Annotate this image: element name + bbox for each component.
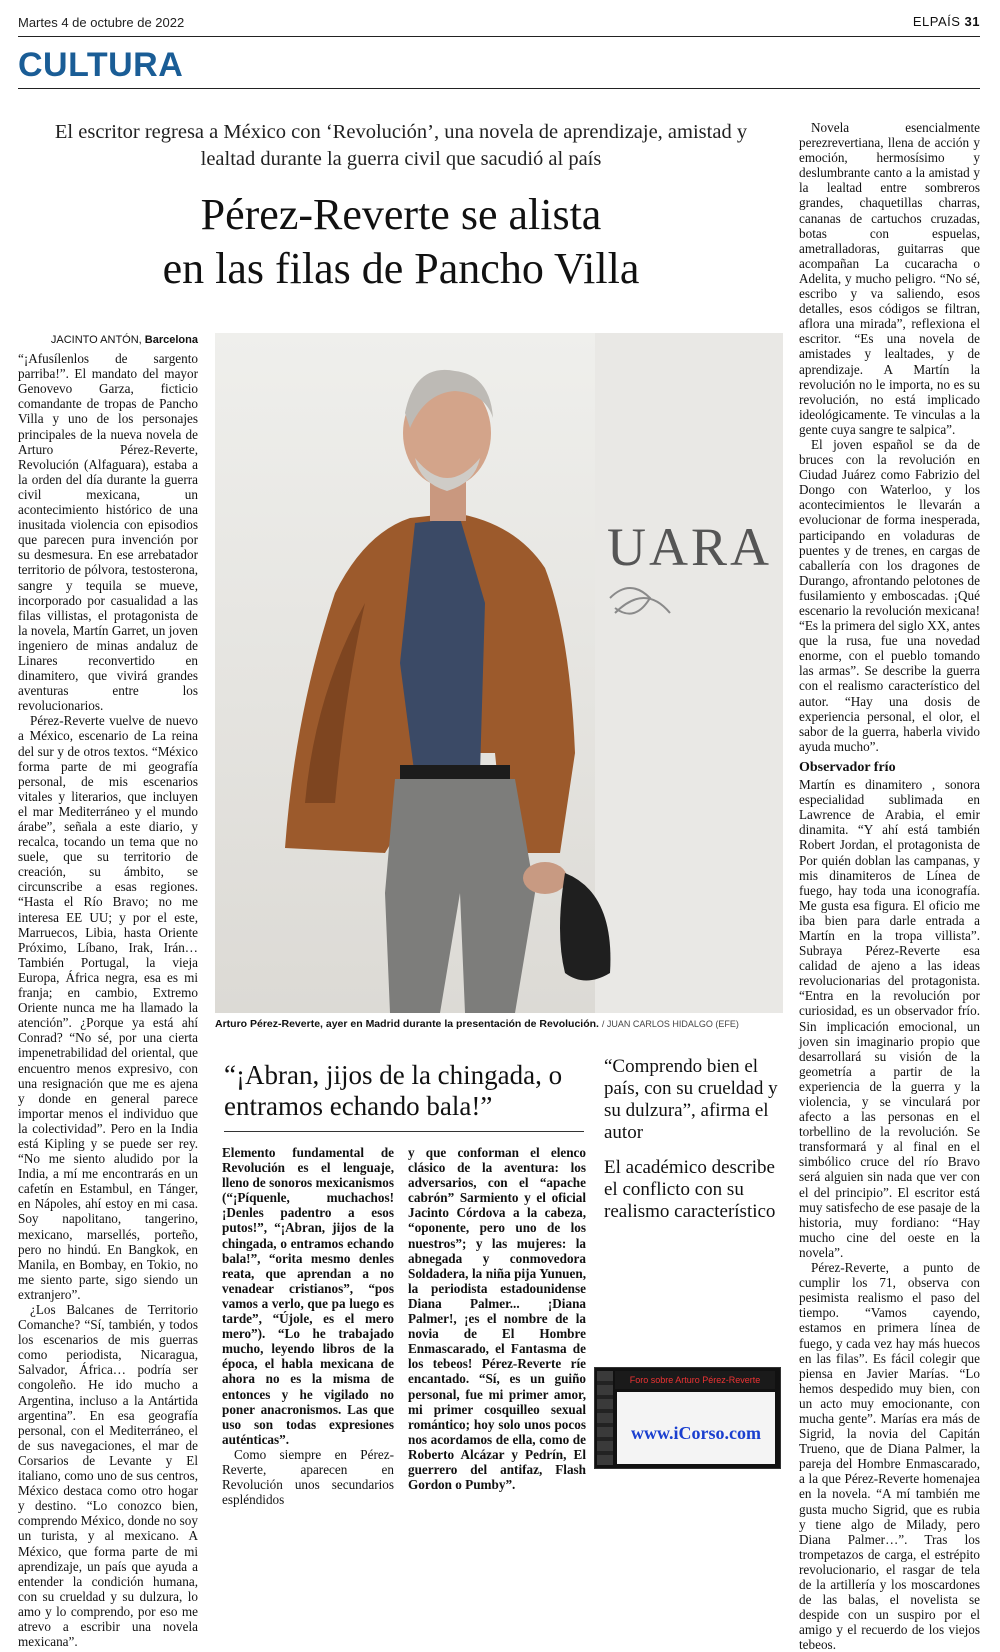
paragraph: y que conforman el elenco clásico de la aventura: los adversarios, con el “apache cabrón” Sarmiento y el oficial Jacinto Córdova a la cabeza, “oponente, pero uno de los nuestros”; y las mujeres: la abnegada y conmovedora Soldadera, la niña pija Yunuen, la periodista estadounidense Diana Palmer... ¡Diana Palmer!, ¡es el nombre de la novia de El Hombre Enmascarado, el Fantasma de los tebeos! Pérez-Reverte ríe encantado. “Sí, es un guiño personal, fue mi primer amor, mi primer cosquilleo sexual romántico; hoy solo unos pocos nos acordamos de ella, como de Roberto Alcázar y Pedrín, El guerrero del antifaz, Flash Gordon o Pumby”. (408, 1145, 586, 1493)
section-title: CULTURA (18, 46, 184, 84)
paragraph: Elemento fundamental de Revolución es el lenguaje, lleno de sonoros mexicanismos (“¡Píquenle, muchachos! ¡Denles padentro a esos putos!”, “¡Abran, jijos de la chingada, o entramos echando bala!”, “orita mesmo denles reata, que aprendan a no venadear cristianos”, “pos vamos a verlo, que pa luego es tarde”, “Újole, es el mero mero”). “Lo he trabajado mucho, leyendo libros de la época, el habla mexicana de ahora no es la misma de entonces y he vigilado no poner anacronismos. Las que uso son todas expresiones auténticas”. (222, 1145, 394, 1447)
headline (40, 188, 762, 296)
paragraph: Pérez-Reverte, a punto de cumplir los 71, observa con pesimista realismo el paso del tiempo. “Vamos cayendo, estamos en primera línea de fuego, y cada vez hay más huecos en las filas”. Es fácil colegir que piensa en Javier Marías. “Lo hemos despedido muy bien, con un acto muy emocionante, con mucha gente”. Marías era más de Sigrid, la novia del Capitán Trueno, que de Diana Palmer, la pareja del Hombre Enmascarado, a la que Pérez-Reverte homenajea en la novela. “A mí también me gusta mucho Sigrid, que es rubia y tiene algo de Milady, pero Diana Palmer…”. Tras los trompetazos de carga, el estrépito revolucionario, el rasgar de tela de la artillería y los moscardones de las balas, el novelista se despide con un suspiro por el amigo y el recuerdo de los viejos tebeos. (799, 1260, 980, 1652)
headline-line-1: Pérez-Reverte se alista (200, 190, 602, 239)
paragraph: Martín es dinamitero , sonora especialidad sublimada en Lawrence de Arabia, el emir dinamita. “Y ahí está también Robert Jordan, el protagonista de Por quién doblan las campanas, y mis dinamiteros de Línea de fuego, hay toda una iconografía. Me gusta esa figura. El oficio me iba bien para darle entrada a Martín en la tropa villista”. Subraya Pérez-Reverte esa calidad de ajeno a las ideas revolucionarias del protagonista. “Entra en la revolución por curiosidad, es un observador frío. Sin implicación emocional, un joven sin imaginario propio que desarrollará su visión de la geometría a partir de la experiencia de la guerra y la violencia, y se vinculará por afecto a las personas en el torbellino de la revolución. Se transformará y al final en el simbólico cruce del río Bravo será alguien sin nada que ver con el del principio”. El escritor está muy satisfecho de ese pasaje de la historia, muy fordiano: “Hay mucho cine del oeste en la novela”. (799, 777, 980, 1260)
paragraph: ¿Los Balcanes de Territorio Comanche? “Sí, también, y todos los escenarios de mis guerras como periodista, Nicaragua, Salvador, África… podría ser congoleño. He ido mucho a Argentina, incluso a la Antártida argentina”. En esa geografía personal, con el Mediterráneo, el de sus navegaciones, el mar de Corsarios de Levante y El italiano, como uno de sus centros, México destaca como otro hogar y destino. “Lo conozco bien, comprendo México, donde no soy un turista, y al mexicano. A México, que forma parte de mi aprendizaje, un país que ayuda a entender la condición humana, con su crueldad y su dulzura, lo amo y lo comprendo, por eso me atrevo a escribir una novela mexicana”. (18, 1302, 198, 1650)
headline-line-2: en las filas de Pancho Villa (162, 244, 640, 293)
backdrop-text: UARA (607, 517, 773, 577)
section-rule (18, 88, 980, 89)
column-1 (18, 333, 198, 1649)
paper-name (913, 14, 980, 29)
caption-text: Arturo Pérez-Reverte, ayer en Madrid durante la presentación de Revolución. (215, 1018, 599, 1030)
page-number: 31 (964, 14, 980, 29)
photo-credit: / JUAN CARLOS HIDALGO (EFE) (601, 1019, 739, 1029)
paragraph: Novela esencialmente perezrevertiana, llena de acción y emoción, hermosísimo y deslumbrante canto a la amistad y la lealtad entre sombreros grandes, chaquetillas charras, cananas de cartuchos cruzadas, botas con espuelas, ametralladoras, guitarras que acompañan La cucaracha o Adelita, y mucho peligro. “No sé, escribo y va saliendo, esos detalles, esos códigos se filtran, aflora una mirada”, reflexiona el escritor. “Es una novela de amistades y lealtades, y de aprendizaje. A Martín la revolución no le importa, no es su revolución, no está implicado ideológicamente. Te vinculas a la gente cuya sangre te salpica”. (799, 120, 980, 437)
quote-rule (224, 1131, 584, 1132)
issue-date: Martes 4 de octubre de 2022 (18, 15, 185, 30)
photo-illustration (215, 333, 783, 1013)
byline (18, 333, 198, 348)
header-rule (18, 36, 980, 37)
paragraph: Pérez-Reverte vuelve de nuevo a México, escenario de La reina del sur y de otros textos. “México forma parte de mi geografía personal, de mis escenarios vitales y literarios, que incluyen el mar Mediterráneo y el mundo árabe”, señala a este diario, y recalca, tocando un tema que no suele, que su territorio de creación, su ámbito, se circunscribe a esas regiones. “Hasta el Río Bravo; no me interesa EE UU; y por el este, Marruecos, Libia, hasta Oriente Próximo, Líbano, Irak, Irán… También Portugal, la vieja Europa, África negra, esa es mi franja; en cambio, Extremo Oriente nunca me ha llamado la atención”. ¿Porque ya está ahí Conrad? “No sé, por una cierta impenetrabilidad del oriental, que encuentro menos expresivo, con una resignación que me es ajena y donde en general parece importar menos el individuo que la colectividad”. Pero en la India está Kipling y se puede ser rey. “No me siento aludido por la India, a mí me encontrarás en un cafetín en Estambul, en Tánger, en Nápoles, ahí estoy en mi casa. Soy napolitano, tangerino, mexicano, marsellés, porteño, pero no hindú. En Bangkok, en Manila, en Bombay, en Tokio, no me siento parte, sigo siendo un extranjero”. (18, 713, 198, 1302)
column-4 (799, 120, 980, 1652)
byline-place: Barcelona (144, 334, 198, 346)
paragraph: “¡Afusílenlos de sargento parriba!”. El mandato del mayor Genovevo Garza, ficticio comandante de tropas de Pancho Villa y uno de los personajes principales de la nueva novela de Arturo Pérez-Reverte, Revolución (Alfaguara), estaba a la orden del día durante la guerra civil mexicana, un acontecimiento histórico de una inusitada violencia con episodios que parecen pura invención por su desmesura. En ese arrebatador territorio de pólvora, testosterona, sangre y tequila se mueve, incorporado por casualidad a las filas villistas, el protagonista de la novela, Martín Garret, un joven ingeniero de minas andaluz de Linares reconvertido en dinamitero, que vivirá grandes aventuras entre los revolucionarios. (18, 351, 198, 714)
kicker: El escritor regresa a México con ‘Revolución’, una novela de aprendizaje, amistad y lealtad durante la guerra civil que sacudió al país (54, 121, 748, 170)
paragraph: El joven español se da de bruces con la revolución en Ciudad Juárez como Fabrizio del Dongo con Waterloo, y los acontecimientos le llevarán a evolucionar de forma inesperada, participando en voladuras de puentes y de trenes, en cargas de caballería con los dragones de Durango, afrontando pelotones de fusilamiento y emboscadas. ¡Qué escenario la revolución mexicana! “Es la primera del siglo XX, antes que la rusa, fue una novedad enorme, con el pueblo tomando las armas”. Se describe la guerra con el realismo característico del autor. “Hay una dosis de experiencia personal, el olor, el sabor de la guerra, haberla vivido ayuda mucho”. (799, 436, 980, 754)
banner-title: Foro sobre Arturo Pérez-Reverte (615, 1371, 775, 1389)
subheadline-side: El académico describe el conflicto con su realismo característico (604, 1157, 776, 1222)
photo-caption (215, 1018, 783, 1030)
author-photo (215, 333, 783, 1013)
banner-sidebar (597, 1371, 613, 1465)
column-2 (222, 1145, 394, 1507)
banner-url[interactable]: www.iCorso.com (631, 1423, 761, 1443)
paper-title: ELPAÍS (912, 14, 961, 29)
pull-quote-main: “¡Abran, jijos de la chingada, o entramos echando bala!” (224, 1060, 563, 1121)
pull-quote-side: “Comprendo bien el país, con su crueldad y su dulzura”, afirma el autor (604, 1056, 778, 1143)
byline-author: JACINTO ANTÓN, (50, 334, 142, 346)
column-3 (408, 1145, 586, 1492)
paragraph: Como siempre en Pérez-Reverte, aparecen en Revolución unos secundarios espléndidos (222, 1446, 394, 1508)
subheading: Observador frío (799, 759, 896, 775)
icorso-banner[interactable] (594, 1367, 781, 1469)
